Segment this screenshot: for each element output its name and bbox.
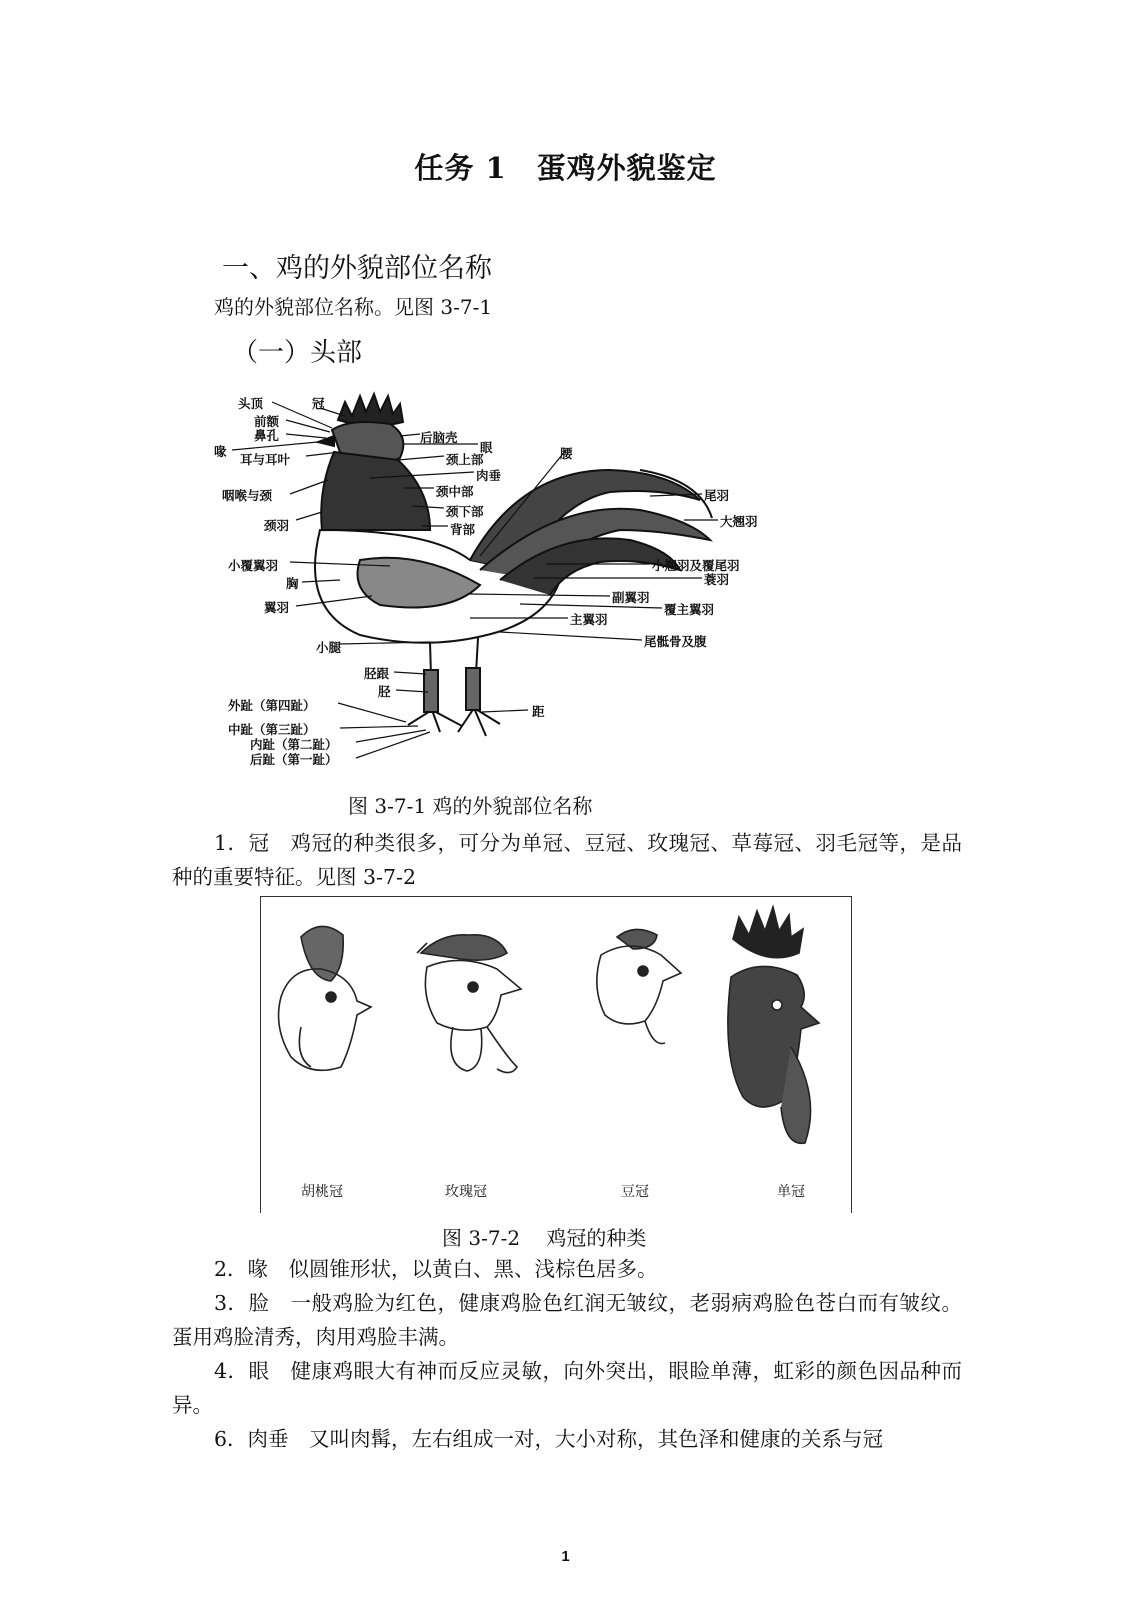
label-dalianyu: 大翘羽 — [720, 514, 758, 529]
label-qiane: 前额 — [254, 414, 280, 429]
label-neizhi: 内趾（第二趾） — [250, 737, 338, 752]
label-houzhi: 后趾（第一趾） — [250, 752, 338, 767]
label-touding: 头顶 — [238, 396, 264, 411]
section-heading: 一、鸡的外貌部位名称 — [222, 253, 492, 284]
paragraph-beak: 2．喙 似圆锥形状，以黄白、黑、浅棕色居多。 — [214, 1257, 658, 1281]
label-weidi: 尾骶骨及腹 — [644, 634, 707, 649]
label-yao: 腰 — [560, 446, 573, 461]
label-jingzhong: 颈中部 — [436, 484, 474, 499]
figure-2-caption: 图 3-7-2 鸡冠的种类 — [442, 1226, 647, 1250]
label-suoyu: 蓑羽 — [704, 572, 730, 587]
label-zhuyiyu: 主翼羽 — [570, 612, 608, 627]
label-rouchui: 肉垂 — [476, 468, 502, 483]
figure-1-caption: 图 3-7-1 鸡的外貌部位名称 — [348, 794, 593, 818]
label-hui: 喙 — [214, 444, 227, 459]
label-bikong: 鼻孔 — [254, 428, 280, 443]
paragraph-wattle: 6．肉垂 又叫肉髯，左右组成一对，大小对称，其色泽和健康的关系与冠 — [214, 1427, 884, 1451]
label-yan: 眼 — [480, 440, 493, 455]
label-xiaolian: 小翘羽及覆尾羽 — [652, 558, 740, 573]
label-weiyu: 尾羽 — [704, 488, 730, 503]
label-xiaofu: 小覆翼羽 — [228, 558, 279, 573]
label-yiyu: 翼羽 — [264, 600, 290, 615]
label-fuyiyu: 副翼羽 — [612, 590, 650, 605]
label-jinggen: 胫跟 — [364, 666, 390, 681]
label-zhongzhi: 中趾（第三趾） — [228, 722, 316, 737]
label-beibu: 背部 — [450, 522, 476, 537]
label-waizhi: 外趾（第四趾） — [228, 698, 316, 713]
rooster-drawing — [0, 380, 1131, 780]
label-hounao: 后脑壳 — [420, 430, 458, 445]
paragraph-face: 3．脸 一般鸡脸为红色，健康鸡脸色红润无皱纹，老弱病鸡脸色苍白而有皱纹。蛋用鸡脸清秀，肉用鸡脸丰满。 — [172, 1291, 962, 1349]
comb-types-figure — [260, 896, 852, 1213]
label-ju: 距 — [532, 704, 545, 719]
comb-label-pea: 豆冠 — [621, 1184, 649, 1200]
label-erbi: 耳与耳叶 — [240, 452, 291, 467]
label-guan: 冠 — [312, 396, 325, 411]
comb-label-rose: 玫瑰冠 — [445, 1184, 487, 1200]
comb-label-single: 单冠 — [777, 1184, 805, 1200]
page-number: 1 — [561, 1548, 570, 1565]
label-yanhou: 咽喉与颈 — [222, 488, 273, 503]
label-jingyu: 颈羽 — [264, 518, 290, 533]
page-title: 任务 1 蛋鸡外貌鉴定 — [414, 151, 717, 185]
label-xiong: 胸 — [286, 576, 299, 591]
label-jingxia: 颈下部 — [446, 504, 484, 519]
subsection-heading: （一）头部 — [232, 338, 363, 368]
label-jing: 胫 — [378, 684, 391, 699]
label-xiaotui: 小腿 — [316, 640, 342, 655]
comb-label-walnut: 胡桃冠 — [301, 1184, 343, 1200]
label-fuzhuyi: 覆主翼羽 — [664, 602, 715, 617]
rooster-figure — [0, 380, 1131, 780]
paragraph-comb: 1．冠 鸡冠的种类很多，可分为单冠、豆冠、玫瑰冠、草莓冠、羽毛冠等，是品种的重要特征。见图 3-7-2 — [172, 831, 962, 889]
paragraph-eye: 4．眼 健康鸡眼大有神而反应灵敏，向外突出，眼睑单薄，虹彩的颜色因品种而异。 — [172, 1359, 962, 1417]
intro-text: 鸡的外貌部位名称。见图 3-7-1 — [214, 295, 493, 319]
comb-heads-drawing — [261, 897, 851, 1213]
label-jingshang: 颈上部 — [446, 452, 484, 467]
